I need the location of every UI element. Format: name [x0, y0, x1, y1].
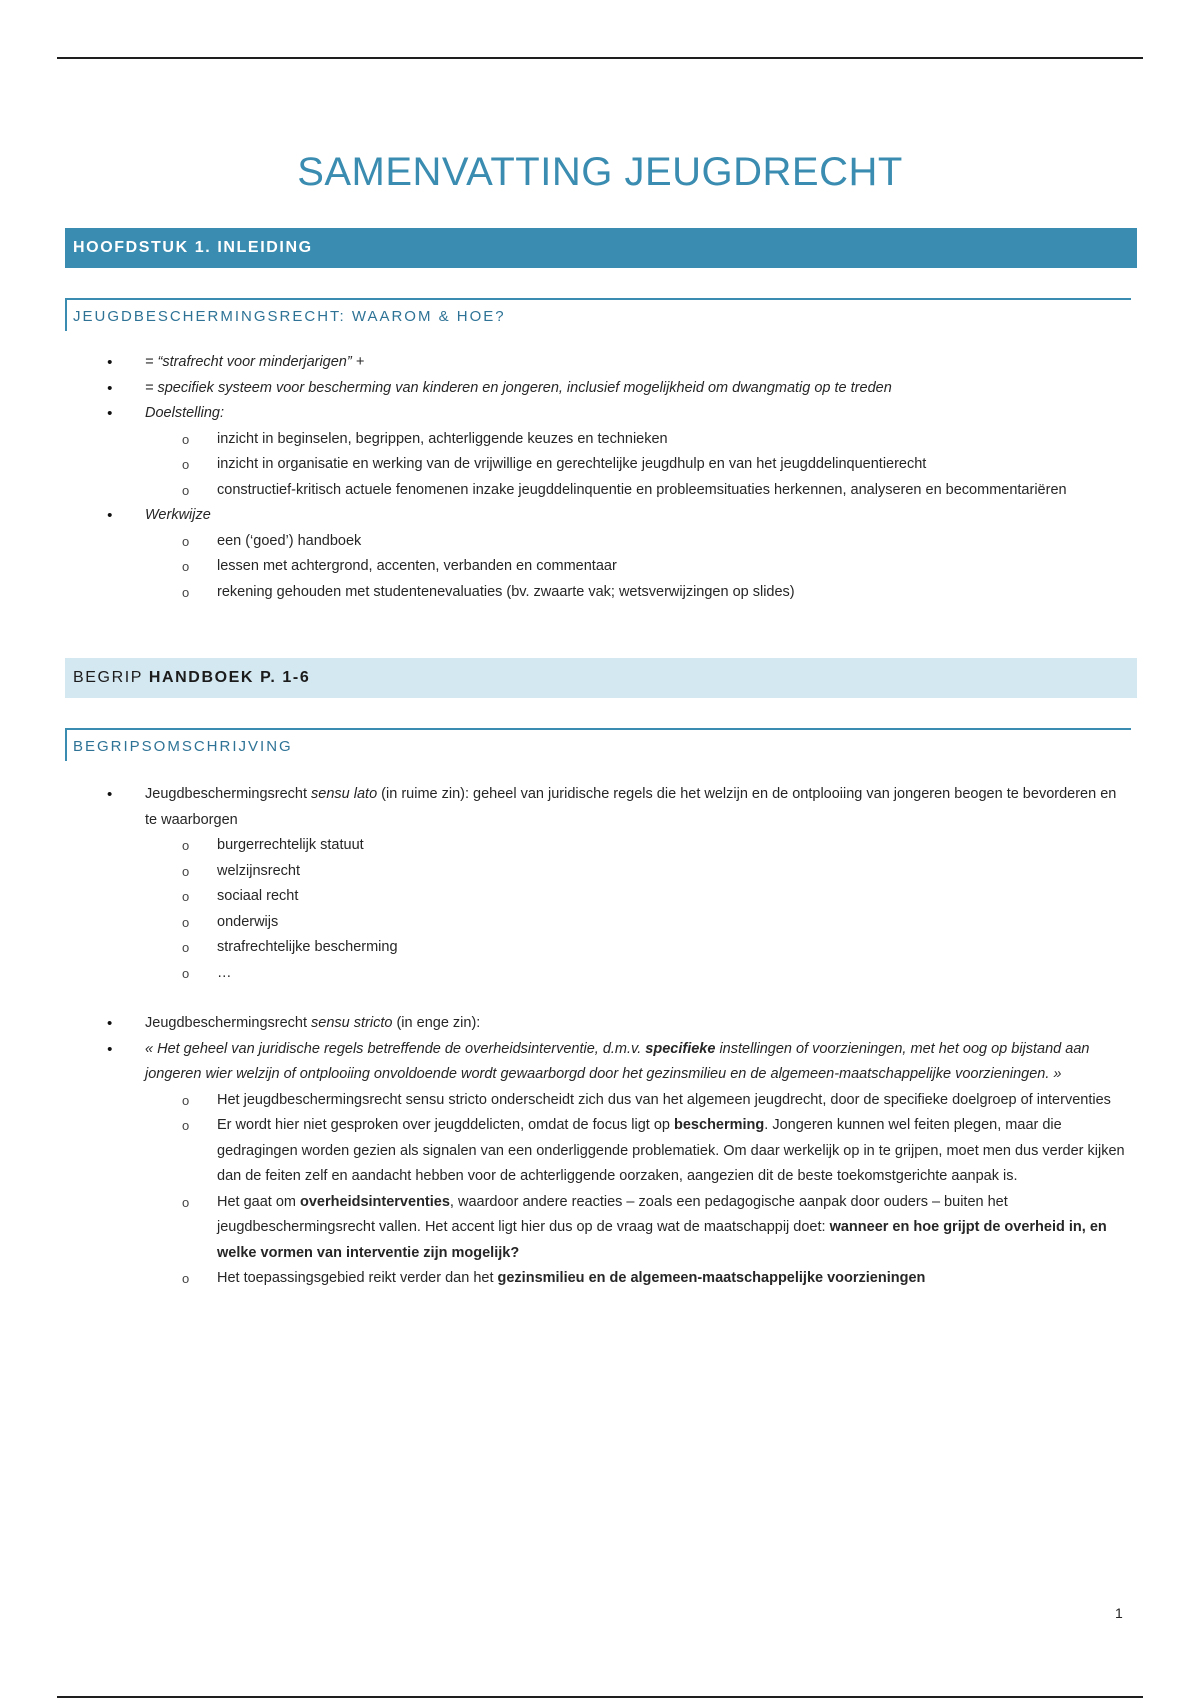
text-run: sensu stricto [311, 1015, 393, 1031]
definition-quote [0, 1037, 1200, 1088]
text-run: Het gaat om [217, 1193, 301, 1210]
footer-rule [57, 1696, 1143, 1698]
list-item: • Werkwijze [0, 503, 1200, 529]
text-run: instellingen of voorzieningen, met het oog op bijstand aan jongeren wier welzijn of ontplooiing onvoldoende wordt gewaarborgd door het gezinsmilieu en de algemeen-maatschappelijke voorzieningen. » [145, 1040, 1090, 1082]
list-item: o sociaal recht [0, 884, 1200, 910]
list-item: • = specifiek systeem voor bescherming van kinderen en jongeren, inclusief mogelijkheid om dwangmatig op te treden [0, 376, 1200, 402]
section-heading-begripsomschrijving: BEGRIPSOMSCHRIJVING [65, 728, 1131, 761]
text-run: . Jongeren kunnen wel feiten plegen, maar die gedragingen worden gezien als signalen van een onderliggende problematiek. Om daar werkelijk op in te grijpen, moet men dus verder kijken dan de feiten zelf en aandacht hebben voor de achterliggende oorzaken, aangezien dit de beste toekomstgerichte aanpak is. [217, 1117, 1125, 1184]
list-item: o rekening gehouden met studentenevaluaties (bv. zwaarte vak; wetsverwijzingen op slides) [0, 580, 1200, 606]
list-item: • = “strafrecht voor minderjarigen” + [0, 350, 1200, 376]
text-run: sensu lato [311, 786, 378, 802]
section-bar-prefix: BEGRIP [73, 669, 149, 686]
text-run: Er wordt hier niet gesproken over jeugddelicten, omdat de focus ligt op [217, 1117, 675, 1133]
list-item [0, 1113, 1200, 1190]
list-item: o … [0, 961, 1200, 987]
list-item: o burgerrechtelijk statuut [0, 833, 1200, 859]
section-bar-reference: HANDBOEK P. 1-6 [148, 669, 311, 686]
spacer [0, 986, 1200, 1011]
text-run: (in ruime zin): geheel van juridische regels die het welzijn en de ontplooiing van jongeren beogen te bevorderen en te waarborgen [145, 786, 1117, 828]
chapter-heading: HOOFDSTUK 1. INLEIDING [65, 228, 1137, 268]
list-item: o lessen met achtergrond, accenten, verbanden en commentaar [0, 554, 1200, 580]
text-run: gezinsmilieu en de algemeen-maatschappelijke voorzieningen [497, 1270, 926, 1286]
list-item: o een (‘goed’) handboek [0, 529, 1200, 555]
list-item [0, 1190, 1200, 1267]
text-run: Jeugdbeschermingsrecht [145, 1015, 312, 1031]
list-item [0, 1266, 1200, 1292]
intro-list [0, 350, 1200, 605]
list-item: o inzicht in beginselen, begrippen, achterliggende keuzes en technieken [0, 427, 1200, 453]
list-item: o strafrechtelijke bescherming [0, 935, 1200, 961]
text-run: Jeugdbeschermingsrecht [145, 786, 312, 802]
list-item: o constructief-kritisch actuele fenomenen inzake jeugddelinquentie en probleemsituaties herkennen, analyseren en becommentariëren [0, 478, 1200, 504]
list-item: o Het jeugdbeschermingsrecht sensu stricto onderscheidt zich dus van het algemeen jeugdrecht, door de specifieke doelgroep of interventies [0, 1088, 1200, 1114]
list-item [0, 1011, 1200, 1037]
section-heading-waarom: JEUGDBESCHERMINGSRECHT: WAAROM & HOE? [65, 298, 1131, 331]
list-item: • Doelstelling: [0, 401, 1200, 427]
page-number: 1 [1115, 1605, 1123, 1621]
list-item [0, 782, 1200, 833]
header-rule [57, 57, 1143, 59]
list-item: o onderwijs [0, 910, 1200, 936]
list-item: o inzicht in organisatie en werking van de vrijwillige en gerechtelijke jeugdhulp en van het jeugddelinquentierecht [0, 452, 1200, 478]
text-run: , waardoor andere reacties – zoals een pedagogische aanpak door ouders – buiten het jeugdbeschermingsrecht vallen. Het accent ligt hier dus op de vraag wat de maatschappij doet: [217, 1193, 1008, 1235]
text-run: bescherming [674, 1117, 765, 1133]
text-run: « Het geheel van juridische regels betreffende de overheidsinterventie, d.m.v. [145, 1040, 646, 1057]
list-item: o welzijnsrecht [0, 859, 1200, 885]
text-run: (in enge zin): [392, 1015, 481, 1031]
text-run: overheidsinterventies [300, 1193, 450, 1210]
document-title: SAMENVATTING JEUGDRECHT [297, 150, 903, 194]
text-run: Het toepassingsgebied reikt verder dan het [217, 1270, 498, 1286]
section-bar-begrip [65, 658, 1137, 698]
text-run: specifieke [645, 1040, 716, 1057]
text-run: wanneer en hoe grijpt de overheid in, en welke vormen van interventie zijn mogelijk? [217, 1219, 1107, 1261]
definition-list [0, 782, 1200, 1292]
